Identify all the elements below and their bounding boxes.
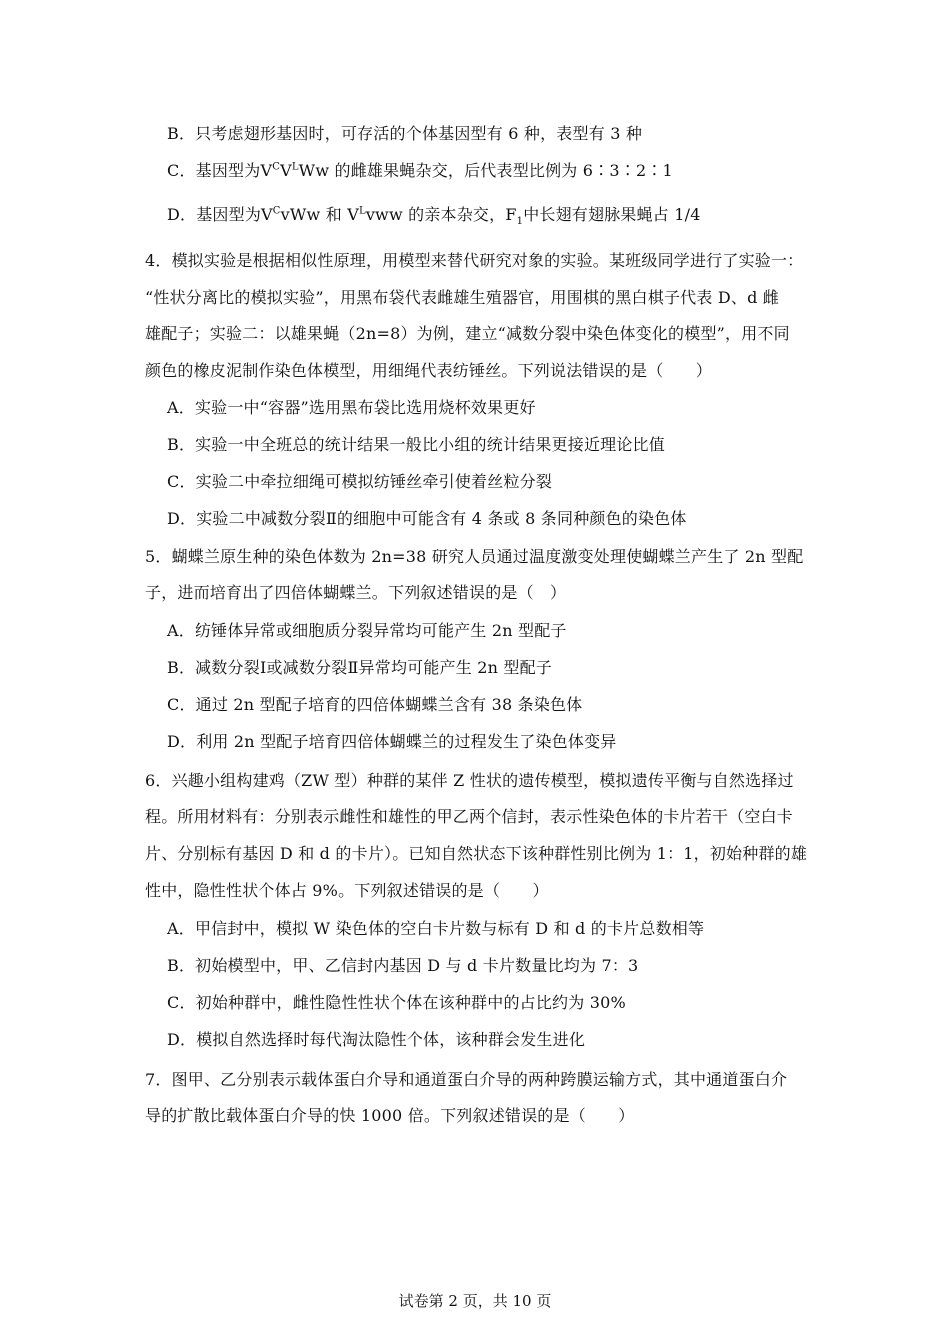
q4-stem-line: 颜色的橡皮泥制作染色体模型，用细绳代表纺锤丝。下列说法错误的是（ ） [145,361,713,380]
q6-option-a: A．甲信封中，模拟 W 染色体的空白卡片数与标有 D 和 d 的卡片总数相等 [167,919,705,938]
q3-option-b: B．只考虑翅形基因时，可存活的个体基因型有 6 种，表型有 3 种 [167,124,643,143]
q7-stem-line: 7．图甲、乙分别表示载体蛋白介导和通道蛋白介导的两种跨膜运输方式，其中通道蛋白介 [145,1070,788,1089]
q5-stem-line: 子，进而培育出了四倍体蝴蝶兰。下列叙述错误的是（ ） [145,583,567,602]
q4-option-c: C．实验二中牵拉细绳可模拟纺锤丝牵引使着丝粒分裂 [167,472,553,491]
q6-option-b: B．初始模型中，甲、乙信封内基因 D 与 d 卡片数量比均为 7：3 [167,956,639,975]
q4-stem-line: 雄配子；实验二：以雄果蝇（2n=8）为例，建立“减数分裂中染色体变化的模型”，用不同 [145,324,790,343]
q5-option-c: C．通过 2n 型配子培育的四倍体蝴蝶兰含有 38 条染色体 [167,695,583,714]
q6-stem-line: 6．兴趣小组构建鸡（ZW 型）种群的某伴 Z 性状的遗传模型，模拟遗传平衡与自然选择过 [145,771,794,790]
q4-option-a: A．实验一中“容器”选用黑布袋比选用烧杯效果更好 [167,398,536,417]
q7-stem-line: 导的扩散比载体蛋白介导的快 1000 倍。下列叙述错误的是（ ） [145,1106,635,1125]
q5-option-d: D．利用 2n 型配子培育四倍体蝴蝶兰的过程发生了染色体变异 [167,732,617,751]
q5-option-b: B．减数分裂Ⅰ或减数分裂Ⅱ异常均可能产生 2n 型配子 [167,658,553,677]
q6-option-c: C．初始种群中，雌性隐性性状个体在该种群中的占比约为 30% [167,993,626,1012]
q4-stem-line: 4．模拟实验是根据相似性原理，用模型来替代研究对象的实验。某班级同学进行了实验一： [145,251,804,270]
q3-option-d: D．基因型为$V^CvWw$ 和 $V^Lvww$ 的亲本杂交，$F_1$中长翅有翅脉果蝇占 1/4 [167,205,701,228]
q4-stem-line: “性状分离比的模拟实验”，用黑布袋代表雌雄生殖器官，用围棋的黑白棋子代表 D、d 雌 [145,288,780,307]
q6-stem-line: 性中，隐性性状个体占 9%。下列叙述错误的是（ ） [145,881,549,900]
q4-option-d: D．实验二中减数分裂Ⅱ的细胞中可能含有 4 条或 8 条同种颜色的染色体 [167,509,687,528]
q6-stem-line: 片、分别标有基因 D 和 d 的卡片）。已知自然状态下该种群性别比例为 1：1，初始种群的雄 [145,844,808,863]
q3-option-c: C．基因型为$V^CV^LWw$ 的雌雄果蝇杂交，后代表型比例为 6∶3∶2∶1 [167,161,673,180]
q6-option-d: D．模拟自然选择时每代淘汰隐性个体，该种群会发生进化 [167,1030,586,1049]
q4-option-b: B．实验一中全班总的统计结果一般比小组的统计结果更接近理论比值 [167,435,665,454]
q6-stem-line: 程。所用材料有：分别表示雌性和雄性的甲乙两个信封，表示性染色体的卡片若干（空白卡 [145,807,794,826]
q5-option-a: A．纺锤体异常或细胞质分裂异常均可能产生 2n 型配子 [167,621,567,640]
page-footer: 试卷第 2 页，共 10 页 [398,1292,552,1310]
q5-stem-line: 5．蝴蝶兰原生种的染色体数为 2n=38 研究人员通过温度激变处理使蝴蝶兰产生了 2n 型配 [145,547,804,566]
